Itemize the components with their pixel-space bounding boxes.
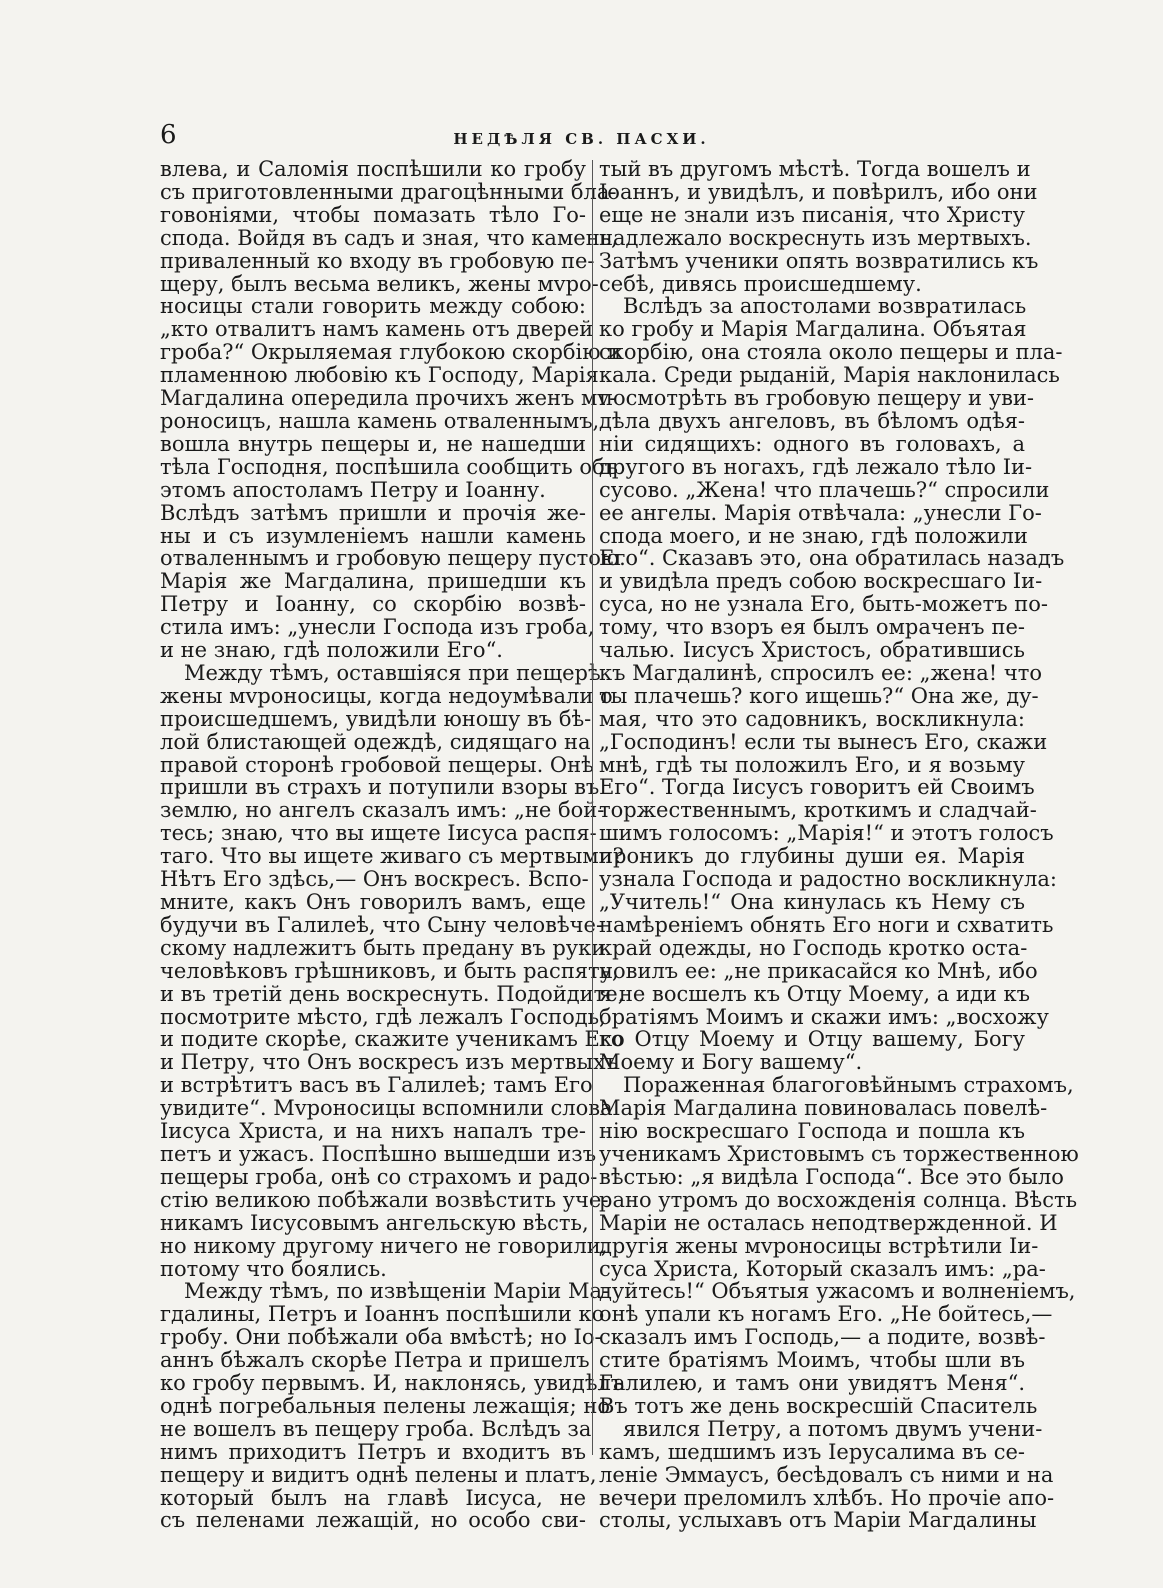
text-line: пещеру и видитъ однѣ пелены и платъ, [160, 1462, 597, 1487]
text-line: который былъ на главѣ Іисуса, не [160, 1485, 586, 1510]
text-line: еще не знали изъ писанія, что Христу [599, 202, 1025, 227]
text-line: но никому другому ничего не говорили, [160, 1233, 608, 1258]
text-line: посмотрѣть въ гробовую пещеру и уви- [599, 386, 1034, 411]
text-line: тесь; знаю, что вы ищете Іисуса распя- [160, 821, 597, 846]
text-line: пришли въ страхъ и потупили взоры въ [160, 775, 600, 800]
text-line: скому надлежитъ быть предану въ руки [160, 935, 606, 960]
text-line: щеру, былъ весьма великъ, жены мvро- [160, 271, 599, 296]
text-line: Моему и Богу вашему“. [599, 1050, 863, 1075]
text-line: Его“. Тогда Іисусъ говоритъ ей Своимъ [599, 775, 1035, 800]
text-line: явился Петру, а потомъ двумъ учени- [623, 1416, 1043, 1441]
text-line: дуйтесь!“ Объятыя ужасомъ и волненіемъ, [599, 1279, 1076, 1304]
text-line: Между тѣмъ, оставшіяся при пещерѣ [184, 660, 601, 685]
text-line: отваленнымъ и гробовую пещеру пустою. [160, 546, 626, 571]
text-line: вечери преломилъ хлѣбъ. Но прочіе апо- [599, 1485, 1055, 1510]
text-line: и въ третій день воскреснуть. Подойдите, [160, 981, 625, 1006]
text-line: скорбію, она стояла около пещеры и пла- [599, 340, 1063, 365]
text-line: тому, что взоръ ея былъ омраченъ пе- [599, 615, 1025, 640]
text-line: правой сторонѣ гробовой пещеры. Онѣ [160, 752, 594, 777]
text-line: будучи въ Галилеѣ, что Сыну человѣче- [160, 912, 604, 937]
text-line: ко гробу и Марія Магдалина. Объятая [599, 317, 1027, 342]
text-line: Нѣтъ Его здѣсь,— Онъ воскресъ. Вспо- [160, 867, 589, 892]
text-line: братіямъ Моимъ и скажи имъ: „восхожу [599, 1004, 1049, 1029]
text-line: край одежды, но Господь кротко оста- [599, 935, 1028, 960]
text-line: другого въ ногахъ, гдѣ лежало тѣло Іи- [599, 454, 1033, 479]
text-line: влева, и Саломія поспѣшили ко гробу [160, 157, 586, 181]
text-line: спода моего, и не знаю, гдѣ положили [599, 523, 1028, 548]
text-line: Его“. Сказавъ это, она обратилась назадъ [599, 546, 1065, 571]
text-line: однѣ погребальныя пелены лежащія; но [160, 1393, 611, 1418]
text-line: Въ тотъ же день воскресшій Спаситель [599, 1393, 1038, 1418]
text-line: мните, какъ Онъ говорилъ вамъ, еще [160, 890, 586, 914]
right-column [599, 157, 1079, 1533]
text-line: Галилею, и тамъ они увидятъ Меня“. [599, 1371, 1025, 1396]
text-line: Между тѣмъ, по извѣщеніи Маріи Ма- [184, 1279, 610, 1304]
text-line: таго. Что вы ищете живаго съ мертвыми? [160, 844, 624, 869]
text-line: сказалъ имъ Господь,— а подите, возвѣ- [599, 1325, 1046, 1350]
text-line: чалью. Іисусъ Христосъ, обратившись [599, 638, 1025, 663]
text-line: нимъ приходитъ Петръ и входитъ въ [160, 1439, 586, 1464]
text-line: ее ангелы. Марія отвѣчала: „унесли Го- [599, 500, 1042, 525]
text-line: Вслѣдъ затѣмъ пришли и прочія же- [160, 500, 586, 525]
text-line: Затѣмъ ученики опять возвратились къ [599, 248, 1039, 273]
text-line: кала. Среди рыданій, Марія наклонилась [599, 363, 1060, 388]
text-line: ты плачешь? кого ищешь?“ Она же, ду- [599, 683, 1039, 708]
text-line: пещеры гроба, онѣ со страхомъ и радо- [160, 1164, 598, 1189]
text-line: Іисуса Христа, и на нихъ напалъ тре- [160, 1119, 586, 1144]
text-line: Іоаннъ, и увидѣлъ, и повѣрилъ, ибо они [599, 179, 1038, 204]
text-line: суса Христа, Который сказалъ имъ: „ра- [599, 1256, 1046, 1281]
text-line: ны и съ изумленіемъ нашли камень [160, 523, 586, 548]
text-line: мнѣ, гдѣ ты положилъ Его, и я возьму [599, 752, 1025, 777]
text-line: приваленный ко входу въ гробовую пе- [160, 248, 595, 273]
text-line: этомъ апостоламъ Петру и Іоанну. [160, 477, 546, 502]
text-line: „Господинъ! если ты вынесъ Его, скажи [599, 729, 1048, 754]
text-line: себѣ, дивясь происшедшему. [599, 271, 922, 296]
text-line: ко гробу первымъ. И, наклонясь, увидѣлъ [160, 1371, 625, 1396]
text-line: гдалины, Петръ и Іоаннъ поспѣшили ко [160, 1302, 605, 1327]
running-head: НЕДѢЛЯ СВ. ПАСХИ. [453, 130, 710, 148]
text-line: стію великою побѣжали возвѣстить уче- [160, 1187, 609, 1212]
text-line: другія жены мvроносицы встрѣтили Іи- [599, 1233, 1039, 1258]
column-divider [592, 160, 593, 1455]
text-line: лой блистающей одеждѣ, сидящаго на [160, 729, 591, 754]
text-line: узнала Господа и радостно воскликнула: [599, 867, 1057, 892]
text-line: проникъ до глубины души ея. Марія [599, 844, 1025, 869]
text-line: мая, что это садовникъ, воскликнула: [599, 706, 1025, 731]
text-line: камъ, шедшимъ изъ Іерусалима въ се- [599, 1439, 1025, 1464]
text-line: носицы стали говорить между собою: [160, 294, 586, 319]
text-line: и встрѣтитъ васъ въ Галилеѣ; тамъ Его [160, 1073, 593, 1098]
text-line: увидите“. Мvроносицы вспомнили слова [160, 1096, 613, 1121]
text-line: стила имъ: „унесли Господа изъ гроба, [160, 615, 595, 640]
text-line: новилъ ее: „не прикасайся ко Мнѣ, ибо [599, 958, 1038, 983]
text-line: Магдалина опередила прочихъ женъ мv- [160, 386, 617, 411]
text-line: рано утромъ до восхожденія солнца. Вѣсть [599, 1187, 1078, 1212]
text-line: никамъ Іисусовымъ ангельскую вѣсть, [160, 1210, 589, 1235]
text-line: Петру и Іоанну, со скорбію возвѣ- [160, 592, 586, 617]
left-column [160, 157, 626, 1533]
text-line: происшедшемъ, увидѣли юношу въ бѣ- [160, 706, 592, 731]
text-line: къ Магдалинѣ, спросилъ ее: „жена! что [599, 660, 1042, 685]
text-line: и подите скорѣе, скажите ученикамъ Его [160, 1027, 624, 1052]
text-line: и увидѣла предъ собою воскресшаго Іи- [599, 569, 1043, 594]
text-line: вѣстью: „я видѣла Господа“. Все это было [599, 1164, 1064, 1189]
text-line: торжественнымъ, кроткимъ и сладчай- [599, 798, 1037, 823]
text-line: пламенною любовію къ Господу, Марія [160, 363, 599, 388]
text-line: стите братіямъ Моимъ, чтобы шли въ [599, 1348, 1025, 1373]
text-line: онѣ упали къ ногамъ Его. „Не бойтесь,— [599, 1302, 1053, 1327]
text-line: землю, но ангелъ сказалъ имъ: „не бой- [160, 798, 605, 823]
text-line: Вслѣдъ за апостолами возвратилась [623, 294, 1027, 319]
text-line: суса, но не узнала Его, быть-можетъ по- [599, 592, 1048, 617]
text-line: потому что боялись. [160, 1256, 387, 1281]
text-line: я не восшелъ къ Отцу Моему, а иди къ [599, 981, 1031, 1006]
text-line: намѣреніемъ обнять Его ноги и схватить [599, 912, 1054, 937]
text-line: тѣла Господня, поспѣшила сообщить объ [160, 454, 618, 479]
text-line: человѣковъ грѣшниковъ, и быть распяту, [160, 958, 619, 983]
text-line: столы, услыхавъ отъ Маріи Магдалины [599, 1508, 1037, 1533]
text-line: леніе Эммаусъ, бесѣдовалъ съ ними и на [599, 1462, 1054, 1487]
text-line: петъ и ужасъ. Поспѣшно вышедши изъ [160, 1141, 597, 1166]
text-line: ніи сидящихъ: одного въ головахъ, а [599, 431, 1025, 456]
text-line: аннъ бѣжалъ скорѣе Петра и пришелъ [160, 1348, 590, 1373]
text-line: жены мvроносицы, когда недоумѣвали о [160, 683, 613, 708]
text-line: дѣла двухъ ангеловъ, въ бѣломъ одѣя- [599, 408, 1025, 433]
text-line: „кто отвалитъ намъ камень отъ дверей [160, 317, 594, 342]
text-line: говоніями, чтобы помазать тѣло Го- [160, 202, 586, 227]
text-line: шимъ голосомъ: „Марія!“ и этотъ голосъ [599, 821, 1054, 846]
text-line: Маріи не осталась неподтвержденной. И [599, 1210, 1058, 1235]
text-line: посмотрите мѣсто, гдѣ лежалъ Господь, [160, 1004, 606, 1029]
text-line: вошла внутрь пещеры и, не нашедши [160, 431, 586, 456]
text-line: ко Отцу Моему и Отцу вашему, Богу [599, 1027, 1025, 1052]
text-line: нію воскресшаго Господа и пошла къ [599, 1119, 1025, 1144]
text-line: сусово. „Жена! что плачешь?“ спросили [599, 477, 1050, 502]
text-line: надлежало воскреснуть изъ мертвыхъ. [599, 225, 1032, 250]
text-line: не вошелъ въ пещеру гроба. Вслѣдъ за [160, 1416, 592, 1441]
text-line: ученикамъ Христовымъ съ торжественною [599, 1141, 1079, 1166]
text-line: гроба?“ Окрыляемая глубокою скорбію и [160, 340, 622, 365]
text-line: и Петру, что Онъ воскресъ изъ мертвыхъ [160, 1050, 619, 1075]
text-line: Пораженная благоговѣйнымъ страхомъ, [623, 1073, 1074, 1098]
text-line: „Учитель!“ Она кинулась къ Нему съ [599, 890, 1025, 914]
text-line: и не знаю, гдѣ положили Его“. [160, 638, 503, 663]
text-line: роносицъ, нашла камень отваленнымъ, [160, 408, 600, 433]
text-line: гробу. Они побѣжали оба вмѣстѣ; но Іо- [160, 1325, 602, 1350]
text-line: Марія же Магдалина, пришедши къ [160, 569, 586, 594]
text-line: спода. Войдя въ садъ и зная, что камень, [160, 225, 618, 250]
text-line: съ приготовленными драгоцѣнными бла- [160, 179, 617, 204]
page-number: 6 [160, 120, 177, 150]
text-line: Марія Магдалина повиновалась повелѣ- [599, 1096, 1048, 1121]
text-line: съ пеленами лежащій, но особо сви- [160, 1508, 586, 1533]
text-line: тый въ другомъ мѣстѣ. Тогда вошелъ и [599, 157, 1031, 181]
